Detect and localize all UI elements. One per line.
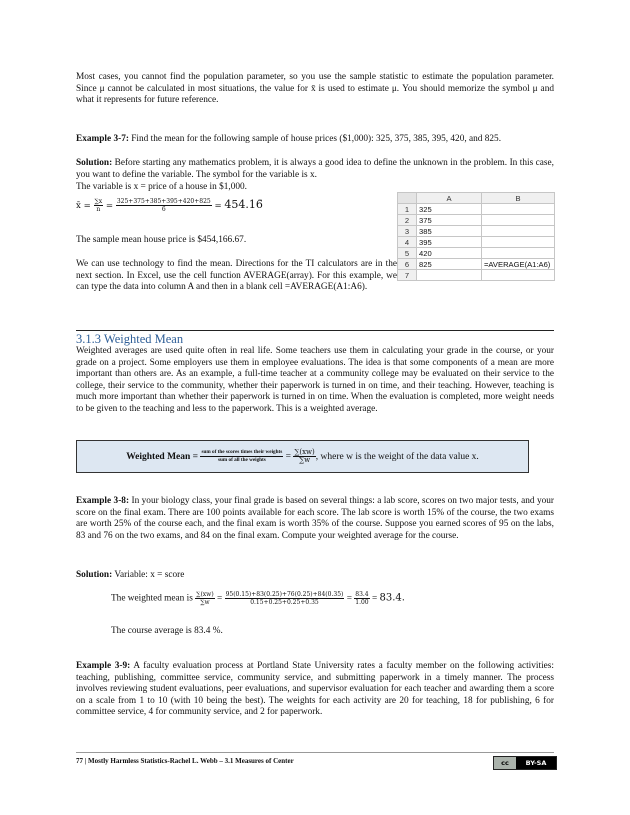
solution-3-7-text: Before starting any mathematics problem, it is always a good idea to define the unknown in the problem. In this case, you want to define the variable. The symbol for the variable is x. — [76, 158, 554, 180]
example-3-8 — [76, 496, 554, 542]
weighted-mean-formula-box — [76, 440, 529, 473]
footer-divider — [76, 752, 554, 753]
cell-b: =AVERAGE(A1:A6) — [482, 259, 555, 270]
example-3-9 — [76, 661, 554, 719]
equals-sign: = — [346, 593, 352, 604]
cell-a: 385 — [417, 226, 482, 237]
solution-3-8-label: Solution: — [76, 570, 113, 580]
mean-result: 454.16̄ — [224, 198, 263, 211]
course-average-sentence: The course average is 83.4 %. — [111, 626, 223, 636]
row-number: 2 — [398, 215, 417, 226]
cc-by-sa-badge — [493, 756, 557, 770]
calc-denominator: 0.15+0.25+0.25+0.35 — [250, 599, 319, 606]
cell-a: 395 — [417, 237, 482, 248]
example-3-7 — [76, 134, 554, 146]
calc-lead: The weighted mean is — [111, 593, 193, 604]
sheet-header-row — [398, 193, 555, 204]
cell-a — [417, 270, 482, 281]
section-title: 3.1.3 Weighted Mean — [76, 332, 184, 346]
weighted-mean-formula — [77, 441, 528, 472]
words-numerator: sum of the scores times their weights — [201, 449, 283, 455]
cell-b — [482, 226, 555, 237]
cell-b — [482, 204, 555, 215]
cc-icon — [494, 757, 516, 769]
column-header-a: A — [417, 193, 482, 204]
calc-numerator: 95(0.15)+83(0.25)+76(0.25)+84(0.35) — [225, 591, 344, 598]
section-divider — [76, 330, 554, 331]
symbol-denominator: ∑w — [299, 456, 311, 464]
sheet-row — [398, 226, 555, 237]
sum-numerator: ∑x — [94, 198, 103, 205]
example-3-9-label: Example 3-9: — [76, 661, 131, 671]
row-number: 4 — [398, 237, 417, 248]
symbol-denominator: ∑w — [200, 599, 210, 606]
formula-tail: , where w is the weight of the data value x. — [315, 451, 479, 462]
words-denominator: sum of all the weights — [217, 457, 266, 463]
sheet-row — [398, 237, 555, 248]
variable-definition: The variable is x = price of a house in $1,000. — [76, 182, 247, 192]
words-fraction — [200, 449, 283, 464]
equals-sign: = — [285, 451, 291, 462]
sum-denominator: n — [96, 206, 101, 213]
formula-label: Weighted Mean = — [126, 451, 199, 462]
equals-sign: = — [216, 593, 223, 604]
technology-paragraph: We can use technology to find the mean. Directions for the TI calculators are in the next section. In Excel, use the cell function AVERAGE(array). For this example, we can type the data into column A and then in a blank cell =AVERAGE(A1:A6). — [76, 259, 397, 293]
symbol-fraction — [293, 449, 315, 464]
cell-a: 420 — [417, 248, 482, 259]
cc-text: cc — [501, 759, 509, 767]
mean-equation — [76, 198, 263, 213]
sheet-row — [398, 215, 555, 226]
symbol-numerator: ∑(xw) — [196, 591, 214, 598]
cell-b — [482, 270, 555, 281]
row-number: 1 — [398, 204, 417, 215]
solution-3-7 — [76, 158, 554, 181]
xbar-lhs: x̄ = — [76, 201, 91, 211]
calc-fraction — [116, 198, 212, 213]
sheet-row — [398, 248, 555, 259]
cell-a: 325 — [417, 204, 482, 215]
cell-b — [482, 215, 555, 226]
sum-fraction — [94, 198, 104, 213]
cell-a: 375 — [417, 215, 482, 226]
row-number: 3 — [398, 226, 417, 237]
equals-sign: = — [371, 593, 378, 604]
sample-mean-sentence: The sample mean house price is $454,166.67. — [76, 235, 247, 245]
by-sa-label: BY-SA — [516, 757, 556, 769]
sheet-row — [398, 270, 555, 281]
result-denominator: 1.00 — [355, 599, 369, 606]
result-numerator: 83.4 — [355, 591, 369, 598]
calc-denominator: 6 — [161, 206, 166, 213]
weighted-mean-paragraph: Weighted averages are used quite often in real life. Some teachers use them in calculating your grade in the course, or your grade on a project. Some employers use them in employee evaluations. The idea is that some components of a mean are more important than others are. As an example, a full-time teacher at a community college may be evaluated on their service to the college, their service to the community, whether their paperwork is turned in on time, and their teaching. However, teaching is much more important than whether their paperwork is turned in on time. When the evaluation is completed, more weight needs to be given to the teaching and less to the paperwork. This is a weighted average. — [76, 346, 554, 414]
solution-3-8 — [76, 570, 554, 582]
weighted-mean-calculation — [111, 591, 405, 606]
sheet-row — [398, 204, 555, 215]
example-3-7-text: Find the mean for the following sample of house prices ($1,000): 325, 375, 385, 395, 420, and 825. — [128, 134, 502, 144]
equals-sign: = — [105, 201, 114, 211]
calc-fraction — [225, 591, 345, 606]
page-footer: 77 | Mostly Harmless Statistics-Rachel L. Webb – 3.1 Measures of Center — [76, 757, 294, 765]
cell-a: 825 — [417, 259, 482, 270]
sheet-row — [398, 259, 555, 270]
excel-spreadsheet — [397, 192, 555, 281]
solution-3-7-label: Solution: — [76, 158, 113, 168]
result-fraction — [354, 591, 369, 606]
cell-b — [482, 248, 555, 259]
symbol-fraction — [195, 591, 214, 606]
weighted-result: 83.4. — [379, 592, 405, 604]
example-3-8-label: Example 3-8: — [76, 496, 130, 506]
intro-paragraph: Most cases, you cannot find the population parameter, so you use the sample statistic to estimate the population parameter. Since μ cannot be calculated in most situations, the value for x̄ is used to estimate μ. You should memorize the symbol μ and what it represents for future reference. — [76, 72, 554, 106]
cell-b — [482, 237, 555, 248]
sheet-corner — [398, 193, 417, 204]
example-3-7-label: Example 3-7: — [76, 134, 129, 144]
symbol-numerator: ∑(xw) — [294, 448, 315, 456]
example-3-8-text: In your biology class, your final grade is based on several things: a lab score, scores on two major tests, and your score on the final exam. There are 100 points available for each score. The lab score is worth 15% of the course, the two exams are worth 25% of the course each, and the final exam is worth 35% of the course. Suppose you earned scores of 95 on the labs, 83 and 76 on the two exams, and 84 on the final exam. Compute your weighted average for the course. — [76, 496, 554, 541]
column-header-b: B — [482, 193, 555, 204]
solution-3-8-variable: Variable: x = score — [112, 570, 185, 580]
row-number: 7 — [398, 270, 417, 281]
equals-sign: = — [214, 201, 222, 211]
example-3-9-text: A faculty evaluation process at Portland State University rates a faculty member on the following activities: teaching, publishing, committee service, community service, and submitting paperwork in a timely manner. The process involves reviewing student evaluations, peer evaluations, and supervisor evaluation for each teacher and awarding them a score on a scale from 1 to 10 (with 10 being the best). The weights for each activity are 20 for teaching, 18 for publishing, 6 for committee service, 4 for community service, and 2 for paperwork. — [76, 661, 554, 718]
row-number: 6 — [398, 259, 417, 270]
calc-numerator: 325+375+385+395+420+825 — [116, 198, 211, 205]
row-number: 5 — [398, 248, 417, 259]
